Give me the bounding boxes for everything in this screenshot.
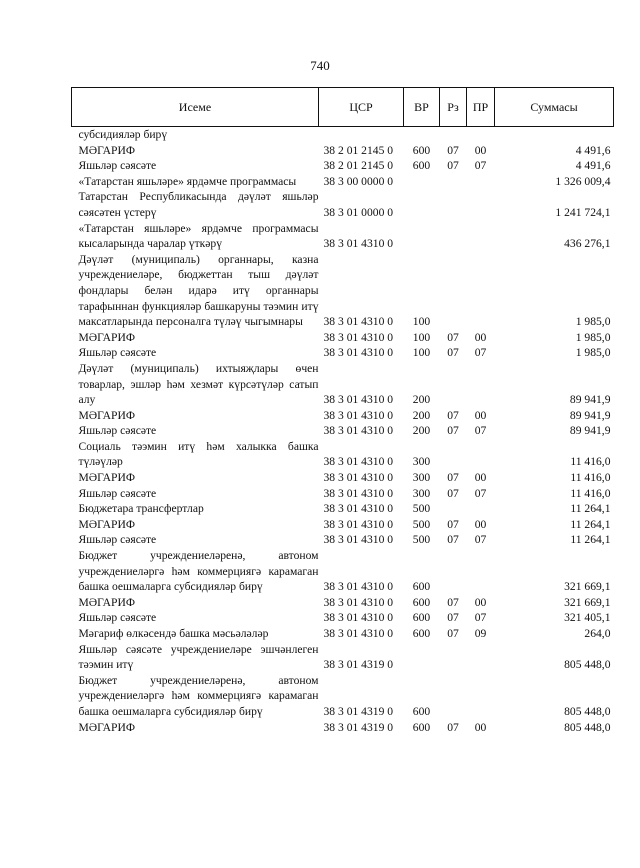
cell-csr: 38 3 01 4319 0 <box>323 720 394 734</box>
table-row <box>72 595 614 611</box>
cell-name: Яшьләр сәясәте учреждениеләре эшчәнлеген тәэмин итү <box>78 642 319 672</box>
cell-name: Дәүләт (муниципаль) ихтыяҗлары өчен товарлар, эшләр һәм хезмәт күрсәтүләр сатып алу <box>78 361 319 407</box>
cell-sum: 11 416,0 <box>570 471 611 485</box>
cell-name: Дәүләт (муниципаль) органнары, казна учреждениеләре, бюджеттан тыш дәүләт фондлары белән идарә итү органнары тарафыннан функцияләр башкаруны тәэмин итү максатларында персоналга түләү чыгымнары <box>78 252 319 329</box>
column-header-name: Исеме <box>72 88 319 127</box>
cell-pr: 07 <box>474 611 487 625</box>
cell-pr: 07 <box>474 533 487 547</box>
table-row <box>72 610 614 626</box>
cell-rz <box>440 501 467 517</box>
cell-vr: 500 <box>412 517 431 531</box>
cell-sum: 1 985,0 <box>575 315 611 329</box>
table-row <box>72 626 614 642</box>
cell-pr <box>467 439 495 470</box>
cell-pr: 00 <box>474 143 487 157</box>
cell-rz <box>440 361 467 408</box>
column-header-vr: ВР <box>404 88 440 127</box>
cell-csr: 38 3 01 4310 0 <box>323 424 394 438</box>
cell-rz: 07 <box>447 346 459 360</box>
table-row <box>72 252 614 330</box>
cell-csr: 38 3 01 4310 0 <box>323 455 394 469</box>
cell-rz: 07 <box>447 533 459 547</box>
table-row <box>72 517 614 533</box>
cell-csr: 38 3 01 4310 0 <box>323 471 394 485</box>
table-row <box>72 423 614 439</box>
cell-pr <box>467 642 495 673</box>
cell-rz: 07 <box>447 330 459 344</box>
cell-rz <box>440 673 467 720</box>
cell-pr: 09 <box>474 627 487 640</box>
cell-vr: 600 <box>412 704 431 718</box>
cell-rz <box>440 189 467 220</box>
cell-vr: 600 <box>412 143 431 157</box>
cell-rz: 07 <box>447 517 459 531</box>
cell-vr: 300 <box>412 486 431 500</box>
cell-name: МӘГАРИФ <box>78 143 135 157</box>
cell-name: Бюджетара трансфертлар <box>78 502 204 516</box>
cell-name: МӘГАРИФ <box>78 330 135 344</box>
cell-pr: 00 <box>474 471 487 485</box>
cell-sum: 4 491,6 <box>575 143 611 157</box>
cell-rz <box>440 127 467 143</box>
cell-sum: 89 941,9 <box>569 408 611 422</box>
cell-csr: 38 3 01 4310 0 <box>323 580 394 594</box>
cell-csr: 38 3 01 4310 0 <box>323 627 394 640</box>
cell-vr: 100 <box>412 315 431 329</box>
cell-name: Яшьләр сәясәте <box>78 533 157 547</box>
cell-vr: 600 <box>412 627 431 640</box>
cell-name: МӘГАРИФ <box>78 517 135 531</box>
cell-sum: 11 264,1 <box>570 502 611 516</box>
cell-csr: 38 2 01 2145 0 <box>323 159 394 173</box>
table-row <box>72 501 614 517</box>
cell-vr: 200 <box>412 393 431 407</box>
page-number: 740 <box>310 58 330 73</box>
table-row <box>72 486 614 502</box>
cell-csr: 38 3 01 4310 0 <box>323 517 394 531</box>
cell-vr: 600 <box>412 611 431 625</box>
cell-csr: 38 2 01 2145 0 <box>323 143 394 157</box>
cell-sum: 1 241 724,1 <box>555 205 611 219</box>
cell-vr: 300 <box>412 471 431 485</box>
cell-vr: 500 <box>412 533 431 547</box>
cell-sum: 11 264,1 <box>570 517 611 531</box>
cell-name: Татарстан Республикасында дәүләт яшьләр сәясәтен үстерү <box>78 190 319 219</box>
cell-pr <box>467 221 495 252</box>
cell-vr <box>404 127 440 143</box>
cell-csr: 38 3 01 4310 0 <box>323 611 394 625</box>
cell-pr <box>467 548 495 595</box>
cell-rz <box>440 252 467 330</box>
cell-name: Яшьләр сәясәте <box>78 611 157 625</box>
cell-rz: 07 <box>447 408 459 422</box>
cell-name: Яшьләр сәясәте <box>78 159 157 173</box>
cell-vr <box>404 189 440 220</box>
cell-rz: 07 <box>447 143 459 157</box>
cell-pr: 07 <box>474 159 487 173</box>
cell-sum: 264,0 <box>584 627 611 640</box>
cell-name: Бюджет учреждениеләренә, автоном учреждениеләргә һәм коммерциягә карамаган башка оешмаларга субсидияләр бирү <box>78 549 319 594</box>
table-row <box>72 720 614 736</box>
table-row <box>72 158 614 174</box>
cell-csr: 38 3 01 4310 0 <box>323 408 394 422</box>
cell-pr <box>467 501 495 517</box>
cell-pr: 07 <box>474 424 487 438</box>
cell-vr: 200 <box>412 408 431 422</box>
cell-sum: 11 416,0 <box>570 486 611 500</box>
cell-sum: 11 416,0 <box>570 455 611 469</box>
cell-pr: 00 <box>474 595 487 609</box>
cell-name: МӘГАРИФ <box>78 720 135 734</box>
cell-rz: 07 <box>447 611 459 625</box>
cell-sum: 1 326 009,4 <box>555 174 611 188</box>
cell-vr: 100 <box>412 330 431 344</box>
cell-name: Бюджет учреждениеләренә, автоном учреждениеләргә һәм коммерциягә карамаган башка оешмаларга субсидияләр бирү <box>78 673 319 718</box>
cell-csr: 38 3 01 4310 0 <box>323 346 394 360</box>
cell-pr <box>467 361 495 408</box>
cell-vr <box>404 174 440 190</box>
cell-csr: 38 3 01 4310 0 <box>323 533 394 547</box>
cell-pr <box>467 174 495 190</box>
cell-csr: 38 3 01 4310 0 <box>323 393 394 407</box>
cell-csr: 38 3 01 4310 0 <box>323 595 394 609</box>
cell-rz <box>440 439 467 470</box>
cell-sum: 321 669,1 <box>564 580 611 594</box>
column-header-csr: ЦСР <box>319 88 404 127</box>
cell-csr: 38 3 01 4310 0 <box>323 486 394 500</box>
column-header-rz: Рз <box>440 88 467 127</box>
cell-pr: 07 <box>474 346 487 360</box>
cell-vr: 500 <box>412 502 431 516</box>
cell-pr: 00 <box>474 330 487 344</box>
cell-name: «Татарстан яшьләре» ярдәмче программасы кысаларында чаралар үткәрү <box>78 221 319 251</box>
cell-sum: 1 985,0 <box>575 346 611 360</box>
cell-sum: 805 448,0 <box>564 720 611 734</box>
cell-sum: 4 491,6 <box>575 159 611 173</box>
cell-name: Яшьләр сәясәте <box>78 486 157 500</box>
cell-rz: 07 <box>447 627 459 640</box>
table-row <box>72 439 614 470</box>
cell-name: Социаль тәэмин итү һәм халыкка башка түләүләр <box>78 439 319 469</box>
cell-name: МӘГАРИФ <box>78 408 135 422</box>
cell-pr <box>467 673 495 720</box>
table-row <box>72 548 614 595</box>
cell-csr: 38 3 00 0000 0 <box>323 174 394 188</box>
table-row <box>72 642 614 673</box>
cell-name: МӘГАРИФ <box>78 595 135 609</box>
column-header-sum: Суммасы <box>495 88 614 127</box>
cell-csr: 38 3 01 4319 0 <box>323 704 394 718</box>
cell-sum: 321 405,1 <box>564 611 611 625</box>
cell-sum: 321 669,1 <box>564 595 611 609</box>
cell-name: МӘГАРИФ <box>78 471 135 485</box>
table-row <box>72 532 614 548</box>
cell-pr <box>467 189 495 220</box>
cell-sum: 805 448,0 <box>564 658 611 672</box>
table-row <box>72 361 614 408</box>
cell-vr: 300 <box>412 455 431 469</box>
table-row <box>72 189 614 220</box>
budget-table <box>71 87 614 735</box>
cell-vr: 600 <box>412 159 431 173</box>
cell-sum: 1 985,0 <box>575 330 611 344</box>
cell-rz <box>440 642 467 673</box>
cell-pr: 00 <box>474 408 487 422</box>
cell-vr: 600 <box>412 595 431 609</box>
cell-rz: 07 <box>447 471 459 485</box>
cell-pr: 07 <box>474 486 487 500</box>
cell-rz: 07 <box>447 159 459 173</box>
cell-vr: 600 <box>412 580 431 594</box>
cell-sum: 436 276,1 <box>564 237 611 251</box>
cell-sum: 805 448,0 <box>564 704 611 718</box>
cell-rz: 07 <box>447 595 459 609</box>
cell-sum <box>495 127 614 143</box>
cell-pr: 00 <box>474 720 487 734</box>
cell-rz: 07 <box>447 486 459 500</box>
cell-csr: 38 3 01 4319 0 <box>323 658 394 672</box>
cell-name: Яшьләр сәясәте <box>78 424 157 438</box>
cell-rz <box>440 221 467 252</box>
table-header <box>72 88 614 127</box>
cell-csr: 38 3 01 4310 0 <box>323 330 394 344</box>
cell-sum: 11 264,1 <box>570 533 611 547</box>
cell-vr <box>404 642 440 673</box>
cell-pr: 00 <box>474 517 487 531</box>
table-row <box>72 673 614 720</box>
cell-rz: 07 <box>447 424 459 438</box>
cell-pr <box>467 252 495 330</box>
cell-sum: 89 941,9 <box>569 424 611 438</box>
table-row <box>72 143 614 159</box>
cell-vr <box>404 221 440 252</box>
table-row <box>72 408 614 424</box>
cell-csr: 38 3 01 4310 0 <box>323 237 394 251</box>
table-body <box>72 127 614 736</box>
cell-rz <box>440 174 467 190</box>
table-row <box>72 470 614 486</box>
cell-csr: 38 3 01 0000 0 <box>323 205 394 219</box>
cell-rz: 07 <box>447 720 459 734</box>
table-row <box>72 345 614 361</box>
table-row <box>72 174 614 190</box>
cell-vr: 200 <box>412 424 431 438</box>
table-row <box>72 221 614 252</box>
cell-rz <box>440 548 467 595</box>
table-row <box>72 330 614 346</box>
cell-name: субсидияләр бирү <box>78 128 168 141</box>
column-header-pr: ПР <box>467 88 495 127</box>
cell-sum: 89 941,9 <box>569 393 611 407</box>
cell-csr: 38 3 01 4310 0 <box>323 315 394 329</box>
cell-pr <box>467 127 495 143</box>
cell-vr: 600 <box>412 720 431 734</box>
cell-csr <box>319 127 404 143</box>
table-row <box>72 127 614 143</box>
cell-name: «Татарстан яшьләре» ярдәмче программасы <box>78 174 297 188</box>
cell-name: Мәгариф өлкәсендә башка мәсьәләләр <box>78 627 269 640</box>
cell-name: Яшьләр сәясәте <box>78 346 157 360</box>
cell-csr: 38 3 01 4310 0 <box>323 502 394 516</box>
cell-vr: 100 <box>412 346 431 360</box>
